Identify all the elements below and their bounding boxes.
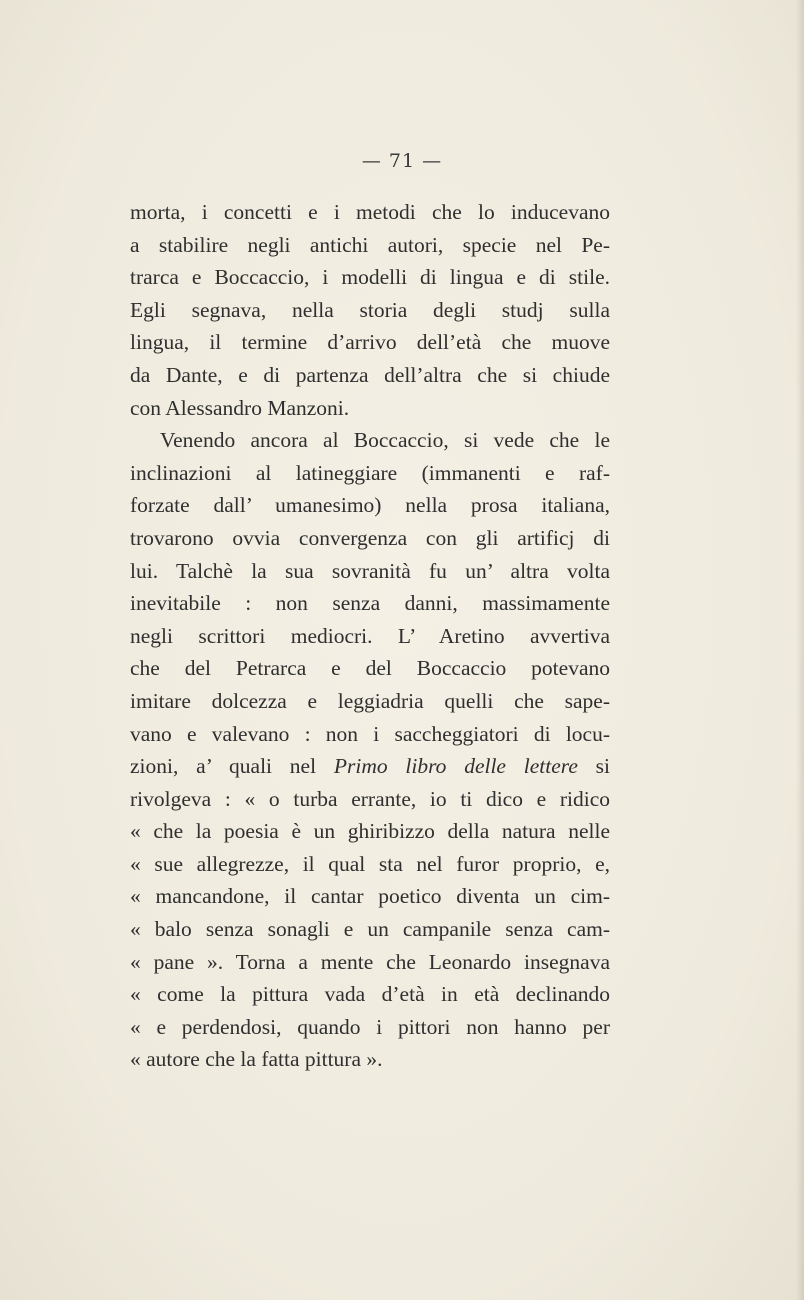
book-title: Primo libro delle lettere (333, 754, 578, 779)
text-line: inevitabile : non senza danni, massimamente (130, 591, 610, 616)
text-line: « balo senza sonagli e un campanile senza cam- (130, 917, 610, 942)
text-line-with-title (130, 750, 610, 783)
text-line: a stabilire negli antichi autori, specie nel Pe- (130, 232, 610, 257)
text-line: negli scrittori mediocri. L’ Aretino avvertiva (130, 623, 610, 648)
text-line: trovarono ovvia convergenza con gli artificj di (130, 525, 610, 550)
text-line: Venendo ancora al Boccaccio, si vede che le (160, 428, 610, 453)
text-line: « sue allegrezze, il qual sta nel furor proprio, e, (130, 851, 610, 876)
text-line: imitare dolcezza e leggiadria quelli che sape- (130, 688, 610, 713)
text-line: rivolgeva : « o turba errante, io ti dico e ridico (130, 786, 610, 811)
body-text (130, 196, 610, 1076)
text-line: Egli segnava, nella storia degli studj sulla (130, 297, 610, 322)
text-line: « come la pittura vada d’età in età declinando (130, 982, 610, 1007)
text-line: « che la poesia è un ghiribizzo della natura nelle (130, 819, 610, 844)
text-line: che del Petrarca e del Boccaccio potevano (130, 656, 610, 681)
text-line: forzate dall’ umanesimo) nella prosa italiana, (130, 493, 610, 518)
text-line: da Dante, e di partenza dell’altra che si chiude (130, 362, 610, 387)
text-segment: zioni, a’ quali nel (130, 754, 317, 779)
text-line: morta, i concetti e i metodi che lo inducevano (130, 200, 610, 224)
text-line: vano e valevano : non i saccheggiatori di locu- (130, 721, 610, 746)
text-line: « pane ». Torna a mente che Leonardo insegnava (130, 949, 610, 974)
text-line: « mancandone, il cantar poetico diventa un cim- (130, 884, 610, 909)
text-segment: si (595, 754, 610, 779)
page-edge-shadow (796, 0, 804, 1300)
text-line: « e perdendosi, quando i pittori non hanno per (130, 1014, 610, 1039)
text-line: inclinazioni al latineggiare (immanenti e raf- (130, 460, 610, 485)
page-number: — 71 — (361, 150, 443, 172)
text-line: lingua, il termine d’arrivo dell’età che muove (130, 330, 610, 355)
text-line: lui. Talchè la sua sovranità fu un’ altra volta (130, 558, 610, 583)
text-line: con Alessandro Manzoni. (130, 395, 350, 420)
text-line: trarca e Boccaccio, i modelli di lingua e di stile. (130, 265, 610, 290)
text-line: « autore che la fatta pittura ». (130, 1047, 383, 1072)
